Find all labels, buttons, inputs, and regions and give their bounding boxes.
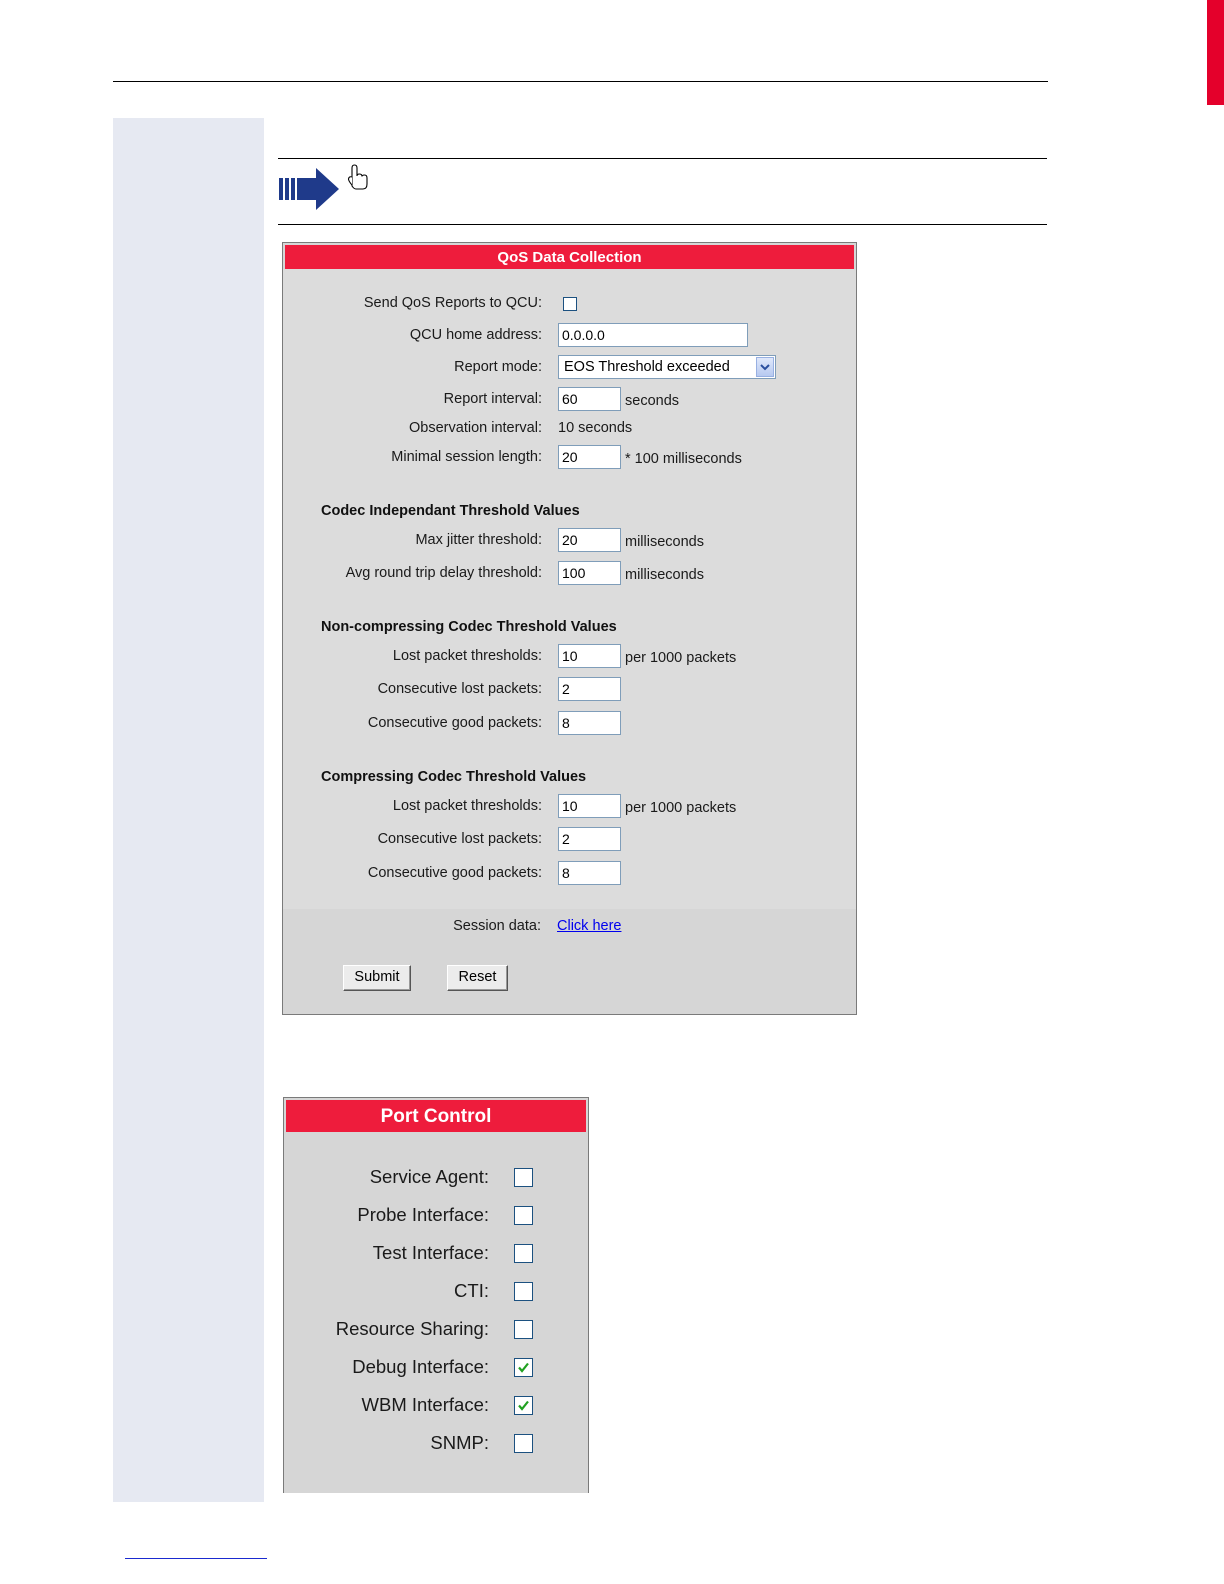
probe-interface-checkbox[interactable] <box>514 1206 533 1225</box>
debug-interface-label: Debug Interface: <box>352 1356 489 1377</box>
max-jitter-unit: milliseconds <box>625 534 704 550</box>
avg-round-trip-label: Avg round trip delay threshold: <box>345 565 542 581</box>
nc-consecutive-lost-label: Consecutive lost packets: <box>377 681 542 697</box>
avg-round-trip-unit: milliseconds <box>625 567 704 583</box>
note-top-rule <box>278 158 1047 159</box>
report-mode-label: Report mode: <box>454 359 542 375</box>
minimal-session-length-unit: * 100 milliseconds <box>625 451 742 467</box>
submit-button[interactable]: Submit <box>343 965 411 991</box>
max-jitter-label: Max jitter threshold: <box>415 532 542 548</box>
snmp-checkbox[interactable] <box>514 1434 533 1453</box>
c-consecutive-good-input[interactable] <box>558 861 621 885</box>
qos-data-collection-dialog <box>282 242 857 1015</box>
report-interval-label: Report interval: <box>443 391 542 407</box>
note-arrow-icon <box>279 162 369 212</box>
service-agent-label: Service Agent: <box>369 1166 489 1187</box>
nc-lost-packet-input[interactable] <box>558 644 621 668</box>
header-rule <box>113 81 1048 82</box>
nc-consecutive-lost-input[interactable] <box>558 677 621 701</box>
report-mode-select[interactable] <box>558 355 776 379</box>
max-jitter-input[interactable] <box>558 528 621 552</box>
checkmark-icon <box>517 1399 530 1412</box>
compressing-title: Compressing Codec Threshold Values <box>321 769 587 785</box>
non-compressing-title: Non-compressing Codec Threshold Values <box>321 619 617 635</box>
c-consecutive-lost-input[interactable] <box>558 827 621 851</box>
c-lost-packet-label: Lost packet thresholds: <box>392 798 542 814</box>
wbm-interface-label: WBM Interface: <box>361 1394 489 1415</box>
avg-round-trip-input[interactable] <box>558 561 621 585</box>
session-data-link[interactable]: Click here <box>557 918 622 934</box>
observation-interval-label: Observation interval: <box>409 420 542 436</box>
resource-sharing-label: Resource Sharing: <box>335 1318 489 1339</box>
c-lost-packet-unit: per 1000 packets <box>625 800 737 816</box>
report-interval-input[interactable] <box>558 387 621 411</box>
c-consecutive-lost-label: Consecutive lost packets: <box>377 831 542 847</box>
checkmark-icon <box>517 1361 530 1374</box>
nc-consecutive-good-input[interactable] <box>558 711 621 735</box>
qcu-home-address-label: QCU home address: <box>409 327 542 343</box>
debug-interface-checkbox[interactable] <box>514 1358 533 1377</box>
cti-checkbox[interactable] <box>514 1282 533 1301</box>
cti-label: CTI: <box>454 1280 489 1301</box>
report-interval-unit: seconds <box>625 393 680 409</box>
minimal-session-length-input[interactable] <box>558 445 621 469</box>
qcu-home-address-input[interactable] <box>558 323 748 347</box>
report-mode-value: EOS Threshold exceeded <box>564 359 730 375</box>
service-agent-checkbox[interactable] <box>514 1168 533 1187</box>
port-dialog-title: Port Control <box>286 1100 586 1132</box>
send-reports-label: Send QoS Reports to QCU: <box>363 295 542 311</box>
qos-dialog-title: QoS Data Collection <box>285 245 854 269</box>
test-interface-checkbox[interactable] <box>514 1244 533 1263</box>
nc-consecutive-good-label: Consecutive good packets: <box>367 715 542 731</box>
codec-independent-title: Codec Independant Threshold Values <box>321 503 580 519</box>
send-reports-checkbox[interactable] <box>563 297 577 311</box>
reset-button[interactable]: Reset <box>447 965 508 991</box>
chevron-down-icon[interactable] <box>756 357 774 377</box>
port-control-dialog <box>283 1097 589 1493</box>
nc-lost-packet-unit: per 1000 packets <box>625 650 737 666</box>
wbm-interface-checkbox[interactable] <box>514 1396 533 1415</box>
nc-lost-packet-label: Lost packet thresholds: <box>392 648 542 664</box>
qos-form-body <box>283 269 856 909</box>
test-interface-label: Test Interface: <box>372 1242 489 1263</box>
c-lost-packet-input[interactable] <box>558 794 621 818</box>
probe-interface-label: Probe Interface: <box>357 1204 489 1225</box>
resource-sharing-checkbox[interactable] <box>514 1320 533 1339</box>
observation-interval-value: 10 seconds <box>558 420 633 436</box>
note-bottom-rule <box>278 224 1047 225</box>
footer-link-rule <box>125 1558 267 1559</box>
snmp-label: SNMP: <box>430 1432 489 1453</box>
page-edge-tab <box>1207 0 1224 105</box>
minimal-session-length-label: Minimal session length: <box>391 449 542 465</box>
c-consecutive-good-label: Consecutive good packets: <box>367 865 542 881</box>
side-margin-panel <box>113 118 264 1502</box>
session-data-label: Session data: <box>453 918 541 934</box>
